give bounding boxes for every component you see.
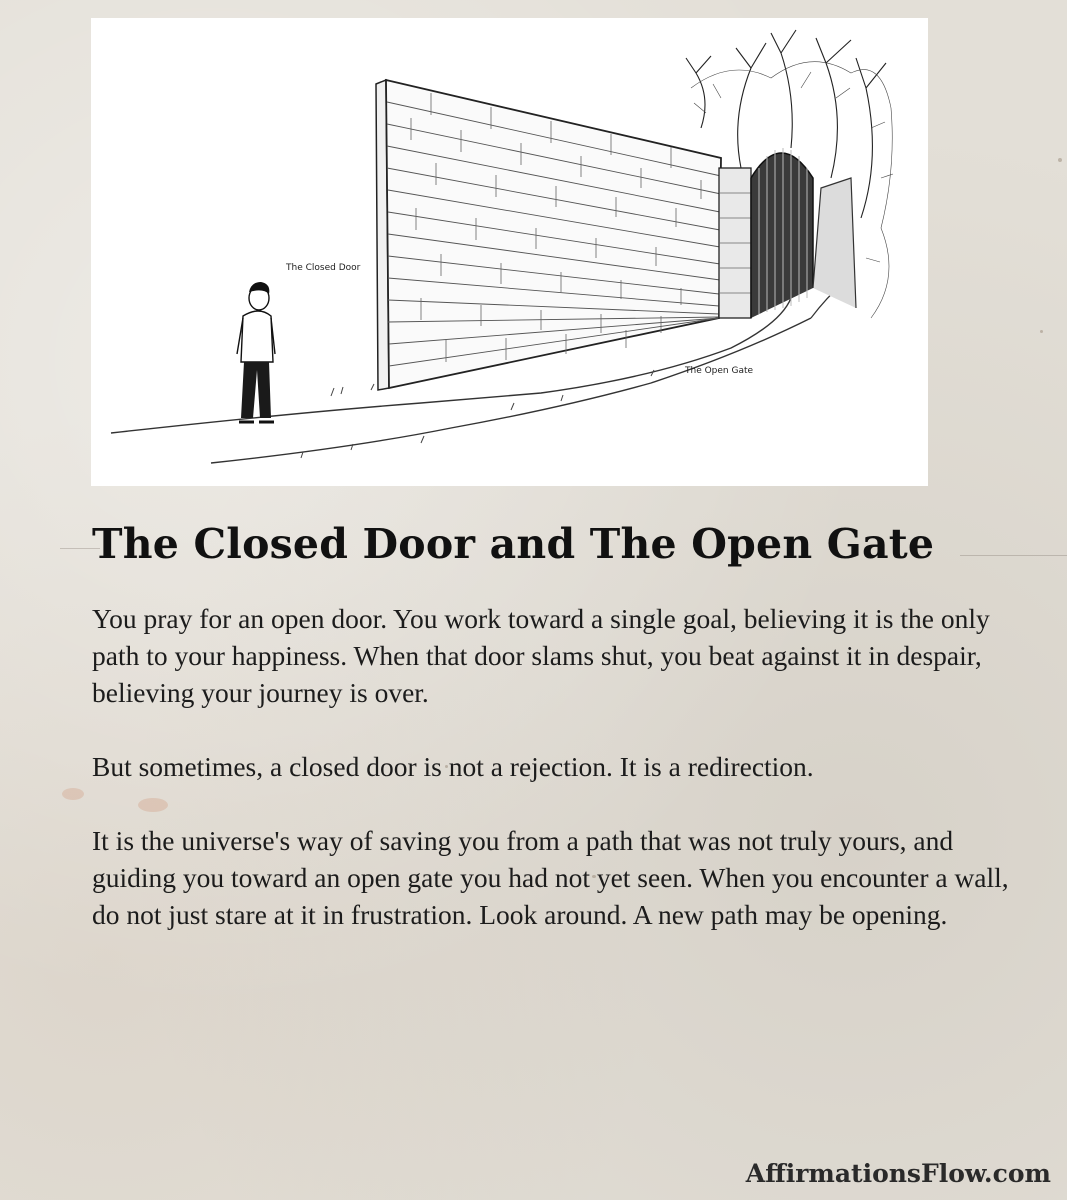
body-text: [92, 600, 1022, 970]
closed-door-label: The Closed Door: [286, 263, 361, 273]
wall-and-gate-drawing: [91, 18, 928, 486]
person-figure: [237, 282, 275, 422]
paragraph-3: It is the universe's way of saving you from a path that was not truly yours, and guiding you toward an open gate you had not yet seen. When you encounter a wall, do not just stare at it in frustration. Look around. A new path may be opening.: [92, 825, 1009, 930]
open-gate-label: The Open Gate: [685, 366, 754, 376]
paper-stain: [62, 788, 84, 800]
site-watermark: AffirmationsFlow.com: [745, 1159, 1051, 1188]
paper-speck: [1058, 158, 1062, 162]
paragraph-2: But sometimes, a closed door is not a rejection. It is a redirection.: [92, 751, 814, 782]
page-title: The Closed Door and The Open Gate: [92, 520, 935, 568]
illustration: [91, 18, 928, 486]
paper-speck: [1040, 330, 1043, 333]
paragraph-1: You pray for an open door. You work toward a single goal, believing it is the only path to your happiness. When that door slams shut, you beat against it in despair, believing your journey is over.: [92, 603, 990, 708]
